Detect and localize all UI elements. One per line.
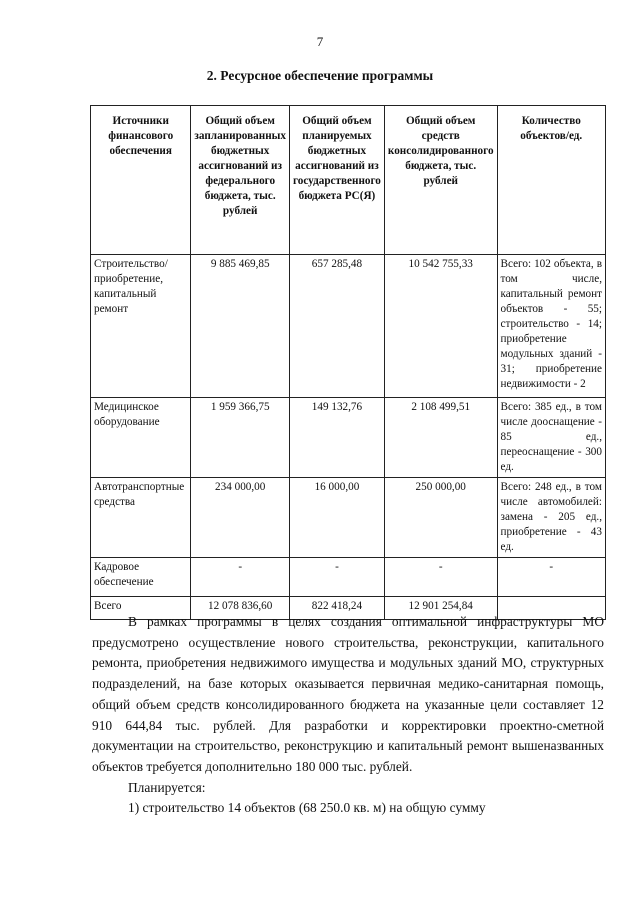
cell-quantity: Всего: 102 объекта, в том числе, капитальный ремонт объектов - 55; строительство - 14; приобретение модульных зданий - 31; приобретение недвижимости - 2 — [497, 255, 605, 398]
cell-federal: 12 078 836,60 — [191, 597, 290, 620]
cell-consolidated: 10 542 755,33 — [384, 255, 497, 398]
cell-source: Автотранспортные средства — [91, 478, 191, 558]
cell-quantity: - — [497, 558, 605, 597]
cell-federal: - — [191, 558, 290, 597]
cell-regional: 657 285,48 — [289, 255, 384, 398]
cell-consolidated: - — [384, 558, 497, 597]
cell-federal: 1 959 366,75 — [191, 398, 290, 478]
paragraph: 1) строительство 14 объектов (68 250.0 кв. м) на общую сумму — [128, 800, 486, 816]
paragraph: Планируется: — [128, 779, 206, 795]
cell-regional: 16 000,00 — [289, 478, 384, 558]
cell-federal: 9 885 469,85 — [191, 255, 290, 398]
header-sources: Источники финансового обеспечения — [91, 106, 191, 255]
table-row — [91, 255, 606, 398]
table-header-row — [91, 106, 606, 255]
cell-source: Медицинское оборудование — [91, 398, 191, 478]
resource-table — [90, 105, 606, 620]
cell-regional: 822 418,24 — [289, 597, 384, 620]
cell-quantity: Всего: 248 ед., в том числе автомобилей: замена - 205 ед., приобретение - 43 ед. — [497, 478, 605, 558]
cell-consolidated: 250 000,00 — [384, 478, 497, 558]
body-text — [92, 612, 604, 819]
table-row — [91, 478, 606, 558]
header-regional: Общий объем планируемых бюджетных ассигнований из государственного бюджета РС(Я) — [289, 106, 384, 255]
cell-source: Строительство/ приобретение, капитальный ремонт — [91, 255, 191, 398]
cell-source: Всего — [91, 597, 191, 620]
header-quantity: Количество объектов/ед. — [497, 106, 605, 255]
cell-federal: 234 000,00 — [191, 478, 290, 558]
cell-consolidated: 2 108 499,51 — [384, 398, 497, 478]
cell-quantity: Всего: 385 ед., в том числе дооснащение - 85 ед., переоснащение - 300 ед. — [497, 398, 605, 478]
header-consolidated: Общий объем средств консолидированного бюджета, тыс. рублей — [384, 106, 497, 255]
cell-regional: 149 132,76 — [289, 398, 384, 478]
cell-regional: - — [289, 558, 384, 597]
table-row — [91, 558, 606, 597]
header-federal: Общий объем запланированных бюджетных ассигнований из федерального бюджета, тыс. рублей — [191, 106, 290, 255]
section-title: 2. Ресурсное обеспечение программы — [206, 68, 434, 83]
paragraph: В рамках программы в целях создания оптимальной инфраструктуры МО предусмотрено осуществление нового строительства, реконструкции, капитального ремонта, приобретения недвижимого имущества и модульных зданий МО, структурных подразделений, на базе которых оказывается первичная медико-санитарная помощь, общий объем средств консолидированного бюджета на указанные цели составляет 12 910 644,84 тыс. рублей. Для разработки и корректировки проектно-сметной документации на строительство, реконструкцию и капитальный ремонт вышеназванных объектов требуется дополнительно 180 000 тыс. рублей. — [92, 614, 604, 774]
cell-source: Кадровое обеспечение — [91, 558, 191, 597]
cell-consolidated: 12 901 254,84 — [384, 597, 497, 620]
table-row — [91, 398, 606, 478]
page-number: 7 — [316, 34, 324, 49]
